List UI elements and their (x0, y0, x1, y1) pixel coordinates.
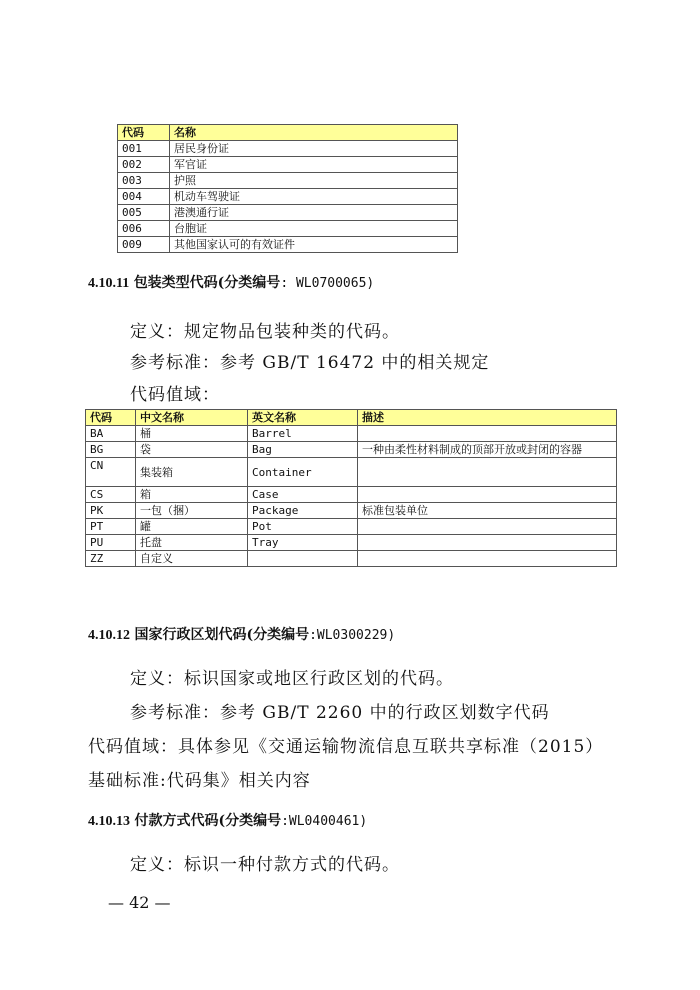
table-cell: CS (86, 487, 136, 503)
table-cell: 机动车驾驶证 (170, 189, 458, 205)
table-cell: Tray (248, 535, 358, 551)
table-cell: PT (86, 519, 136, 535)
section-code: :WL0400461) (281, 814, 368, 829)
table-cell: BA (86, 426, 136, 442)
table-cell: 其他国家认可的有效证件 (170, 237, 458, 253)
table-cell: 006 (118, 221, 170, 237)
section-code: : WL0700065) (280, 276, 375, 291)
table-cell: 005 (118, 205, 170, 221)
table-cell: 标准包装单位 (358, 503, 617, 519)
section-title: 包装类型代码(分类编号 (133, 275, 281, 291)
table-cell: 居民身份证 (170, 141, 458, 157)
table-cell: 护照 (170, 173, 458, 189)
table-cell: 军官证 (170, 157, 458, 173)
table-row (118, 237, 458, 253)
table-row (86, 442, 617, 458)
table-cell (358, 458, 617, 487)
column-header: 描述 (358, 410, 617, 426)
table-row (86, 487, 617, 503)
table-cell: CN (86, 458, 136, 487)
section-number: 4.10.11 (88, 276, 130, 291)
table-cell: Barrel (248, 426, 358, 442)
column-header: 代码 (86, 410, 136, 426)
table-cell: 004 (118, 189, 170, 205)
table-cell (358, 535, 617, 551)
packaging-code-table (85, 409, 617, 567)
table-cell (358, 519, 617, 535)
definition-text: 定义：规定物品包装种类的代码。 (130, 322, 400, 342)
section-heading (88, 624, 395, 644)
page-number: — 42 — (108, 893, 171, 912)
table-cell: 港澳通行证 (170, 205, 458, 221)
table-row (118, 205, 458, 221)
table-cell: Container (248, 458, 358, 487)
table-cell: PU (86, 535, 136, 551)
reference-text: 参考标准：参考 GB/T 2260 中的行政区划数字代码 (130, 703, 550, 723)
table-row (86, 458, 617, 487)
section-title: 付款方式代码(分类编号 (134, 813, 282, 829)
code-domain-text-continued: 基础标准:代码集》相关内容 (88, 771, 311, 791)
table-cell: BG (86, 442, 136, 458)
table-cell (358, 487, 617, 503)
code-domain-text: 代码值域：具体参见《交通运输物流信息互联共享标准（2015） (88, 737, 604, 757)
column-header: 中文名称 (136, 410, 248, 426)
table-cell: 001 (118, 141, 170, 157)
table-row (86, 519, 617, 535)
table-row (118, 221, 458, 237)
table-cell: 罐 (136, 519, 248, 535)
column-header: 英文名称 (248, 410, 358, 426)
id-type-code-table (117, 124, 458, 253)
table-cell: 一种由柔性材料制成的顶部开放或封闭的容器 (358, 442, 617, 458)
table-cell: 箱 (136, 487, 248, 503)
table-cell (358, 551, 617, 567)
table-cell: Pot (248, 519, 358, 535)
section-number: 4.10.12 (88, 628, 130, 643)
table-cell: 自定义 (136, 551, 248, 567)
table-cell: 桶 (136, 426, 248, 442)
section-heading (88, 272, 374, 292)
table-row (118, 141, 458, 157)
table-row (118, 157, 458, 173)
definition-text: 定义：标识国家或地区行政区划的代码。 (130, 669, 454, 689)
table-cell: 台胞证 (170, 221, 458, 237)
column-header: 代码 (118, 125, 170, 141)
table-row (86, 503, 617, 519)
reference-text: 参考标准：参考 GB/T 16472 中的相关规定 (130, 353, 490, 373)
section-number: 4.10.13 (88, 814, 130, 829)
section-code: :WL0300229) (309, 628, 396, 643)
code-domain-label: 代码值域： (130, 385, 220, 405)
table-row (118, 189, 458, 205)
table-cell: 一包（捆） (136, 503, 248, 519)
table-cell: PK (86, 503, 136, 519)
column-header: 名称 (170, 125, 458, 141)
table-cell: Case (248, 487, 358, 503)
table-row (86, 551, 617, 567)
table-cell: 009 (118, 237, 170, 253)
table-row (86, 426, 617, 442)
section-heading (88, 810, 367, 830)
table-cell: Bag (248, 442, 358, 458)
table-cell: 托盘 (136, 535, 248, 551)
table-cell (358, 426, 617, 442)
table-header-row (118, 125, 458, 141)
table-cell: 袋 (136, 442, 248, 458)
table-cell: 003 (118, 173, 170, 189)
table-row (118, 173, 458, 189)
table-cell: 002 (118, 157, 170, 173)
definition-text: 定义：标识一种付款方式的代码。 (130, 855, 400, 875)
table-row (86, 535, 617, 551)
table-header-row (86, 410, 617, 426)
table-cell (248, 551, 358, 567)
table-cell: Package (248, 503, 358, 519)
table-cell: 集装箱 (136, 458, 248, 487)
section-title: 国家行政区划代码(分类编号 (134, 627, 310, 643)
table-cell: ZZ (86, 551, 136, 567)
